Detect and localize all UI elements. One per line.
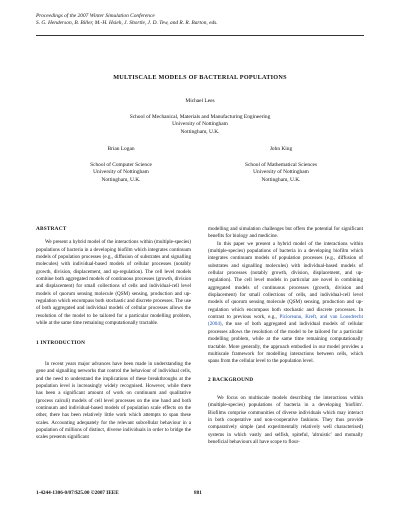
author-affiliation-line: University of Nottingham [253,169,309,176]
paragraph-text: In this paper we present a hybrid model of the interactions within (multiple-species) populations of bacteria in a developing biofilm which integrates continuum models of population processes (e.g., diffusion of substrates and signalling molecules) with individual-based models of cellular processes (notably growth, division, displacement, and up-regulation). The cell level models in particular are novel in combining aggregated models of continuous processes (growth, division and displacement) for small collections of cells, and individual-cell level models of quorum sensing molecule (QSM) sensing, production and up-regulation which encompass both stochastic and discrete processes. In contrast to previous work, e.g., [208,240,363,321]
author-block-logan [36,146,206,184]
introduction-paragraph-2 [208,241,363,366]
introduction-continuation: modelling and simulation challenges but offers the potential for significant benefits for biology and medicine. [208,226,363,240]
author-block-lees [36,98,364,136]
author-affiliation-line: Nottingham, U.K. [101,176,141,183]
proceedings-line-2: S. G. Henderson, B. Biller, M.-H. Hsieh, J. Shortle, J. D. Tew, and R. R. Barton, eds. [36,20,218,26]
citation-link[interactable]: Picioreanu, Kreft, and van Loosdrecht (2004) [208,314,363,328]
author-name: Michael Lees [185,98,215,104]
author-name: Brian Logan [107,146,135,152]
proceedings-line-1: Proceedings of the 2007 Winter Simulation Conference [36,13,155,19]
author-affiliation-line: University of Nottingham [93,169,149,176]
author-affiliation-line: University of Nottingham [172,121,228,128]
author-affiliation-line: Nottingham, U.K. [261,176,301,183]
author-name: John King [269,146,293,152]
author-affiliation-line: School of Mechanical, Materials and Manufacturing Engineering [129,113,271,120]
background-text: We focus on multiscale models describing the interactions within (multiple-species) populations of bacteria in a developing 'biofilm'. Biofilms comprise communities of diverse individuals which may interact in both cooperative and non-cooperative fashions. They thus provide comparatively simple (and experimentally relatively well characterised) systems in which vastly and selfish, spiteful, 'altruistic' and mutually beneficial behaviours all have scope to flour- [208,394,363,445]
author-affiliation-line: Nottingham, U.K. [180,128,220,135]
background-heading: 2 BACKGROUND [208,376,254,383]
isbn-footer: 1-4244-1306-0/07/$25.00 ©2007 IEEE [36,490,119,496]
paragraph-text: , the use of both aggregated and individual models of cellular processes allows the resolution of the model to be tailored for a particular modelling problem, while at the same time remaining computationally tractable. More generally, the approach embodied in our model provides a multiscale framework for modelling interactions between cells, which spans from the cellular level to the population level. [208,321,363,365]
paper-title: MULTISCALE MODELS OF BACTERIAL POPULATIONS [113,74,287,81]
introduction-text: In recent years major advances have been made in understanding the gene and signalling networks that control the behaviour of individual cells, and the need to understand the implications of these breakthroughs at the population level is increasingly widely recognised. However, while there has been a significant amount of work on continuum and qualitative (process calculi) models of cell level processes on the one hand and both continuum and individual-based models of population scale effects on the other, there has been relatively little work which attempts to span these scales. Accounting adequately for the relevant subcellular behaviour in a population of millions of distinct, diverse individuals in order to bridge the scales presents significant [36,360,191,441]
proceedings-header [36,13,218,27]
page-number: 881 [194,490,202,496]
author-affiliation-line: School of Mathematical Sciences [244,161,317,168]
left-column [36,226,191,442]
header-rule [36,35,364,36]
author-affiliation-line: School of Computer Science [90,161,152,168]
introduction-heading: 1 INTRODUCTION [36,340,86,347]
right-column [208,226,363,446]
author-block-king [196,146,366,184]
abstract-heading: ABSTRACT [36,226,67,232]
abstract-text: We present a hybrid model of the interactions within (multiple-species) populations of bacteria in a developing biofilm which integrates continuum models of population processes (e.g., diffusion of substrates and signalling molecules) with individual-based models of cellular processes (notably growth, division, displacement, and up-regulation). The cell level models combine both aggregated models of continuous processes (growth, division and displacement) for small collections of cells and individual-cell level models of quorum sensing molecule (QSM) sensing, production and up-regulation which encompass both stochastic and discrete processes. The use of both aggregated and individual models of cellular processes allows the resolution of the model to be tailored for a particular modelling problem, while at the same time remaining computationally tractable. [36,239,191,327]
